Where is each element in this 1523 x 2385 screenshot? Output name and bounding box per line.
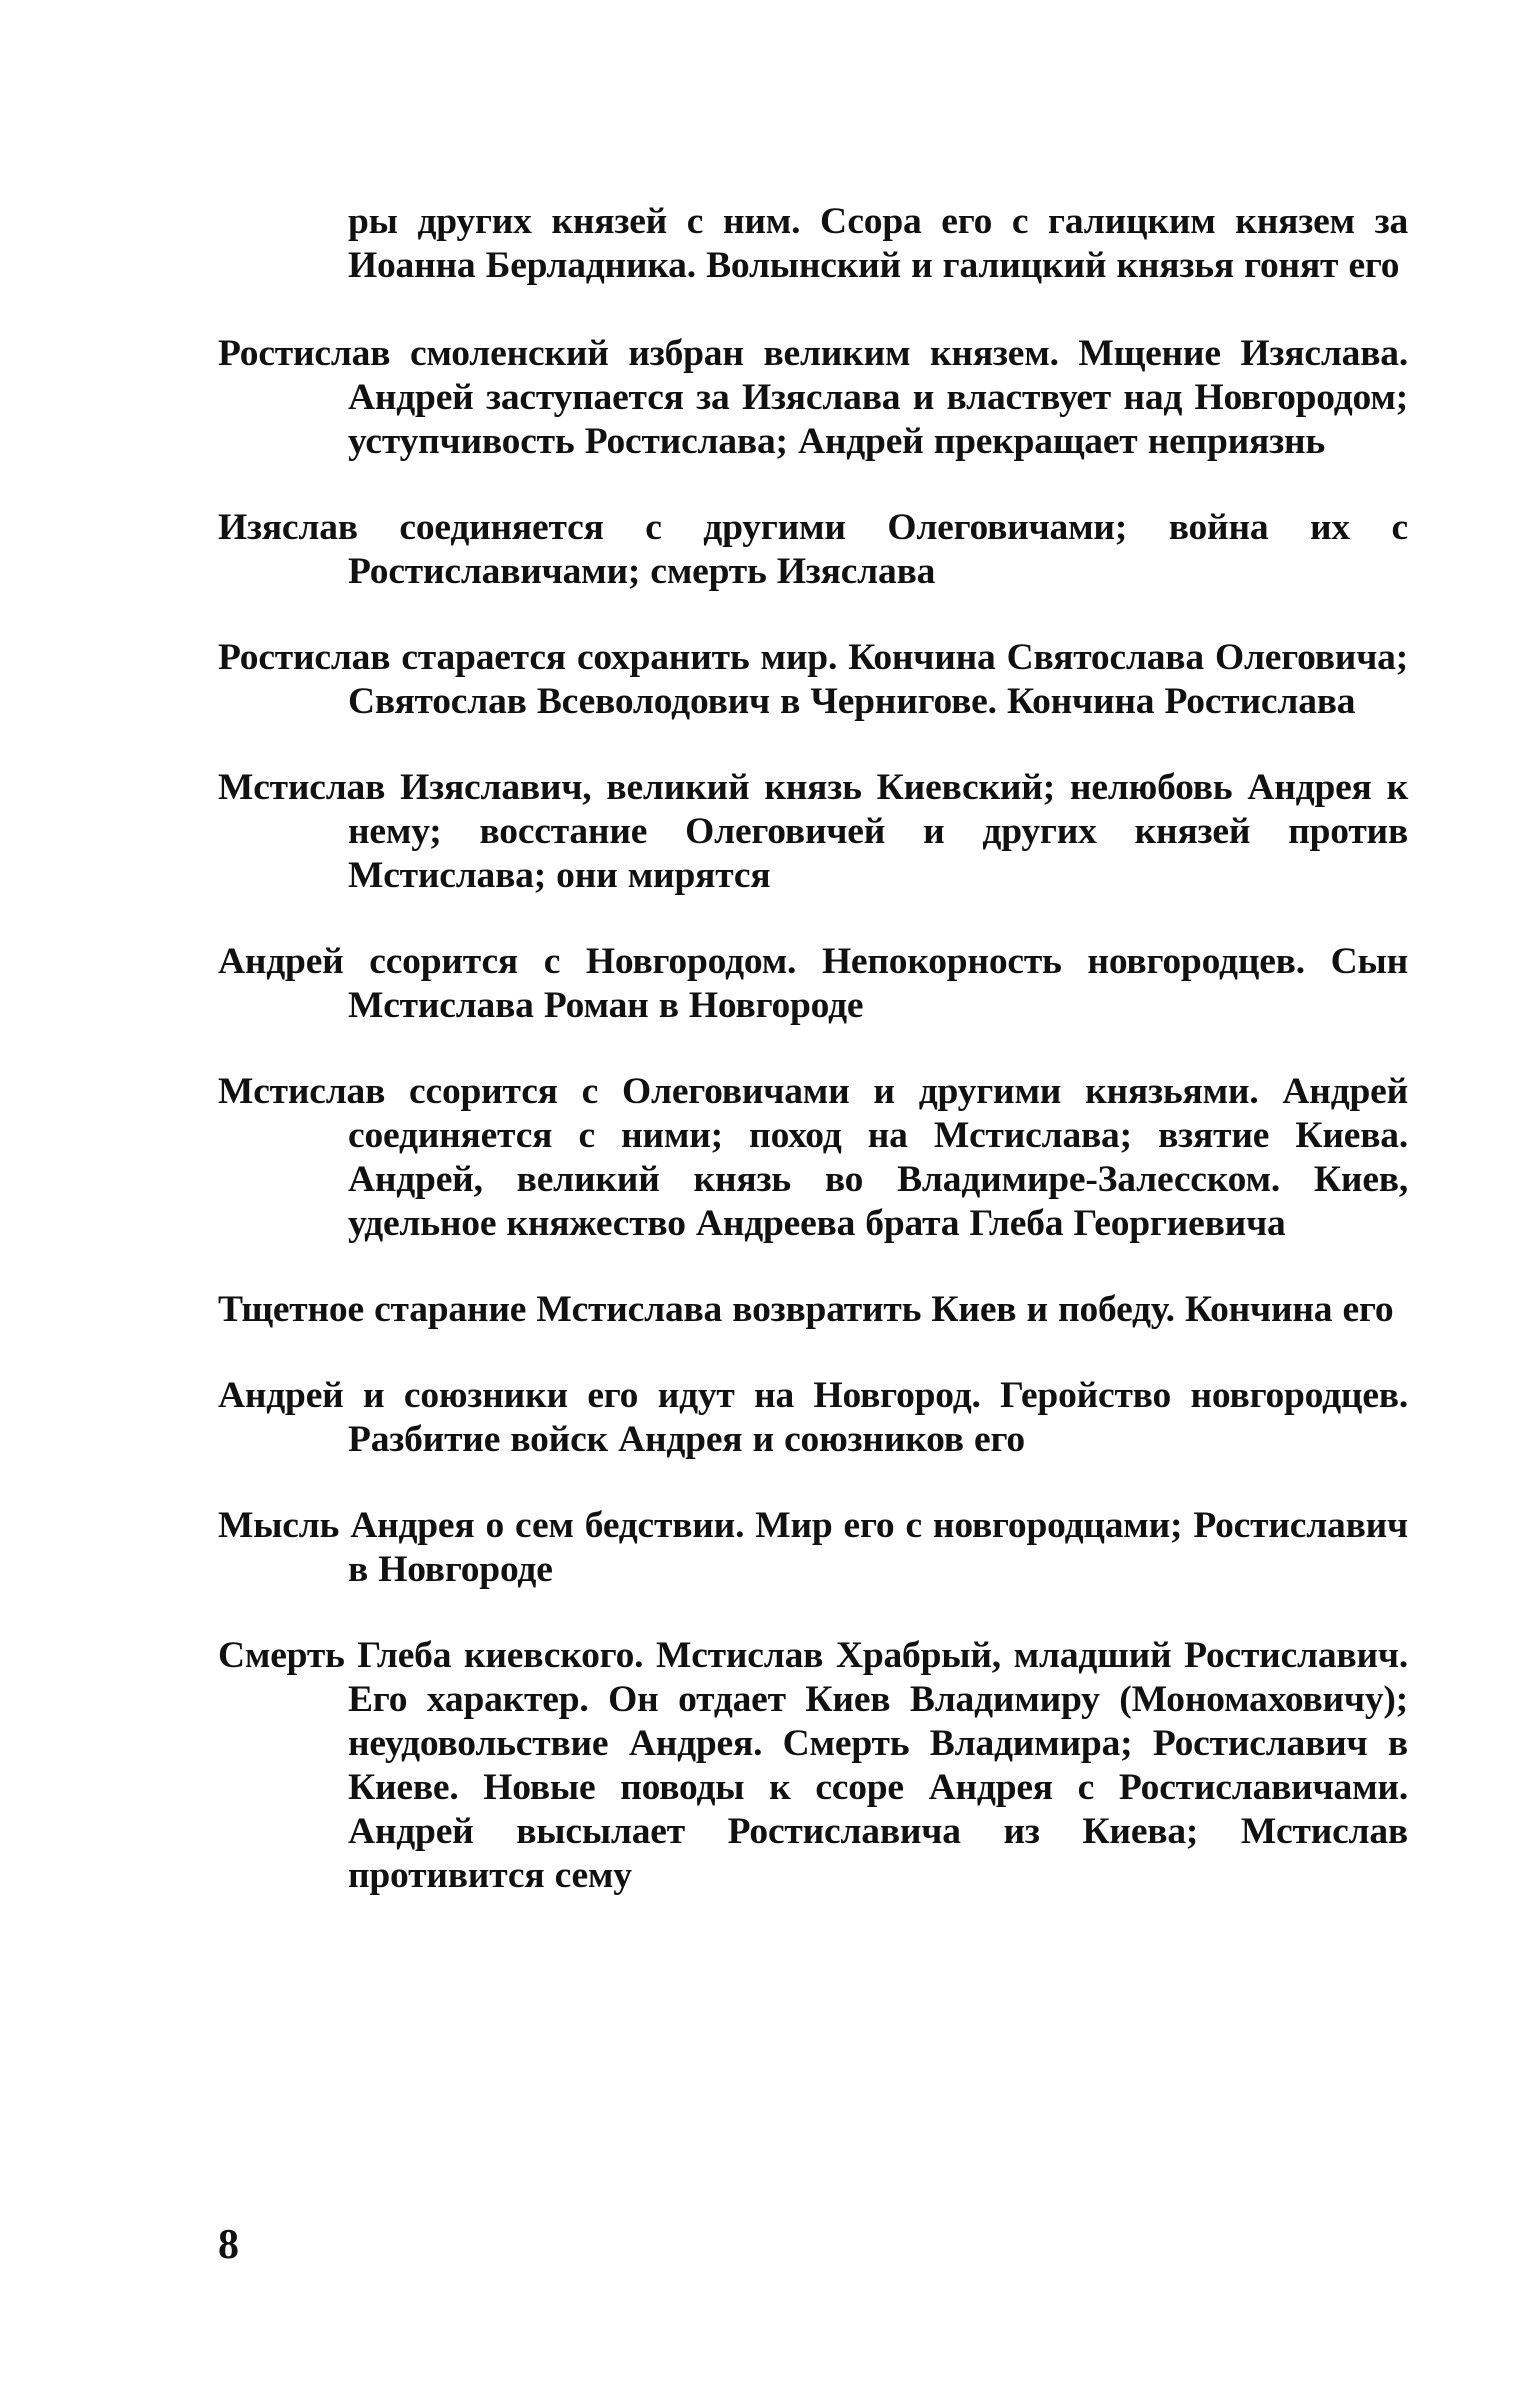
toc-entry: Ростислав старается сохранить мир. Кончина Святослава Олеговича; Святослав Всеволодович в Чернигове. Кончина Ростислава — [218, 637, 1408, 722]
toc-entry: Мстислав Изяславич, великий князь Киевский; нелюбовь Андрея к нему; восстание Олеговичей и других князей против Мстислава; они мирятся — [218, 767, 1408, 896]
toc-entry: Андрей и союзники его идут на Новгород. Геройство новгородцев. Разбитие войск Андрея и союзников его — [218, 1375, 1408, 1460]
toc-entry: Мстислав ссорится с Олеговичами и другими князьями. Андрей соединяется с ними; поход на Мстислава; взятие Киева. Андрей, великий князь во Владимире-Залесском. Киев, удельное княжество Андреева брата Глеба Георгиевича — [218, 1071, 1408, 1244]
toc-entry-continuation: ры других князей с ним. Ссора его с галицким князем за Иоанна Берладника. Волынский и галицкий князья гонят его — [348, 201, 1408, 286]
toc-entry: Ростислав смоленский избран великим князем. Мщение Изяслава. Андрей заступается за Изяслава и властвует над Новгородом; уступчивость Ростислава; Андрей прекращает неприязнь — [218, 333, 1408, 462]
table-of-contents — [218, 200, 1408, 1940]
page-number: 8 — [218, 2222, 239, 2268]
toc-entry: Мысль Андрея о сем бедствии. Мир его с новгородцами; Ростиславич в Новгороде — [218, 1505, 1408, 1590]
toc-entry: Изяслав соединяется с другими Олеговичами; война их с Ростиславичами; смерть Изяслава — [218, 507, 1408, 592]
toc-entry: Смерть Глеба киевского. Мстислав Храбрый, младший Ростиславич. Его характер. Он отдает Киев Владимиру (Мономаховичу); неудовольствие Андрея. Смерть Владимира; Ростиславич в Киеве. Новые поводы к ссоре Андрея с Ростиславичами. Андрей высылает Ростиславича из Киева; Мстислав противится сему — [218, 1635, 1408, 1896]
toc-entry: Андрей ссорится с Новгородом. Непокорность новгородцев. Сын Мстислава Роман в Новгороде — [218, 941, 1408, 1026]
toc-entry: Тщетное старание Мстислава возвратить Киев и победу. Кончина его — [218, 1289, 1394, 1330]
